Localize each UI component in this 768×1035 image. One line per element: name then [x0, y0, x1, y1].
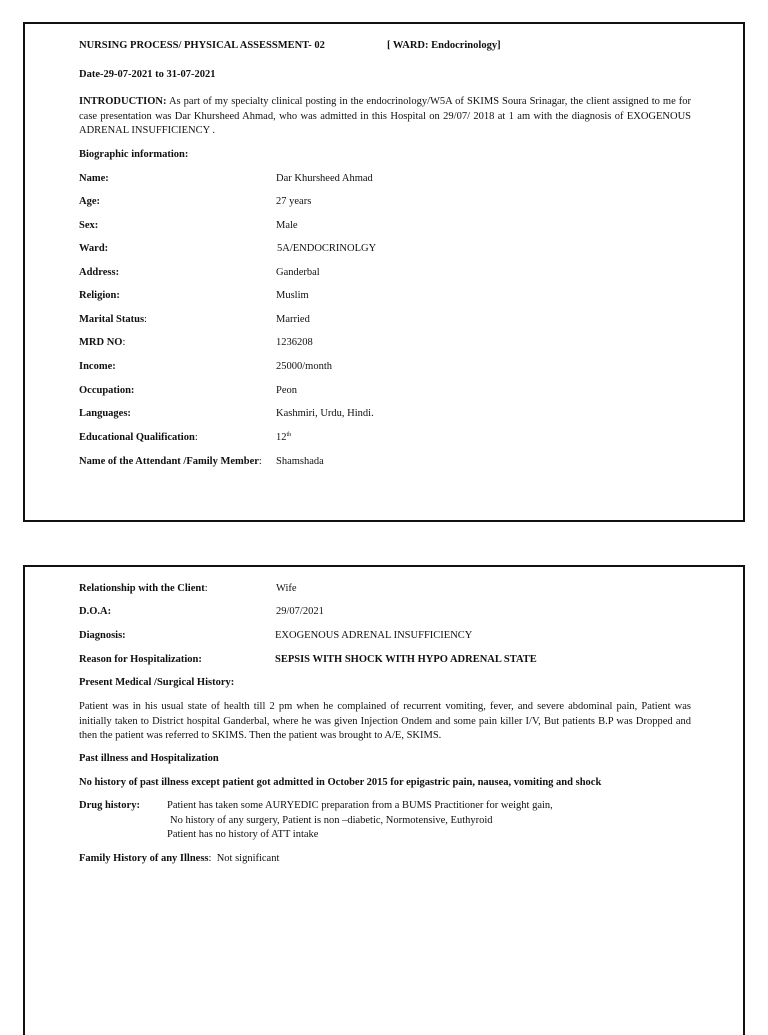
field-value-sex: Male: [276, 220, 298, 231]
field-value-marital-status: Married: [276, 314, 310, 325]
introduction-text: As part of my specialty clinical posting in the endocrinology/W5A of SKIMS Soura Srinagar, the client assigned to me for case presentation was Dar Khursheed Ahmad, who was admitted in this Hospital on 29/07/ 2018 at 1 am with the diagnosis of EXOGENOUS ADRENAL INSUFFICIENCY .: [79, 96, 692, 136]
drug-history-line: Patient has taken some AURYEDIC preparation from a BUMS Practitioner for weight gain,: [167, 800, 553, 811]
field-label-occupation: Occupation:: [79, 385, 135, 396]
field-label-languages: Languages:: [79, 408, 131, 419]
field-value-reason: SEPSIS WITH SHOCK WITH HYPO ADRENAL STATE: [275, 654, 537, 665]
field-value-name: Dar Khursheed Ahmad: [276, 173, 373, 184]
field-label-sex: Sex:: [79, 220, 99, 231]
family-history: Family History of any Illness: Not significant: [79, 853, 280, 864]
field-value-religion: Muslim: [276, 290, 309, 301]
field-value-relationship: Wife: [276, 583, 297, 594]
field-value-age: 27 years: [276, 196, 312, 207]
drug-history-line: No history of any surgery, Patient is non –diabetic, Normotensive, Euthyroid: [170, 815, 493, 826]
drug-history-line: Patient has no history of ATT intake: [167, 829, 319, 840]
document-page-1: [23, 22, 745, 522]
field-label-income: Income:: [79, 361, 116, 372]
drug-history-label: Drug history:: [79, 800, 140, 811]
field-label-age: Age:: [79, 196, 100, 207]
field-value-mrd-no: 1236208: [276, 337, 313, 348]
document-title: NURSING PROCESS/ PHYSICAL ASSESSMENT- 02: [79, 40, 325, 51]
ward-tag: [ WARD: Endocrinology]: [387, 40, 501, 51]
family-history-label: Family History of any Illness: [79, 853, 209, 864]
field-value-languages: Kashmiri, Urdu, Hindi.: [276, 408, 374, 419]
document-page-2: [23, 565, 745, 1035]
field-value-attendant: Shamshada: [276, 456, 324, 467]
field-label-mrd-no: MRD NO:: [79, 337, 126, 348]
past-illness-text: No history of past illness except patient got admitted in October 2015 for epigastric pain, nausea, vomiting and shock: [79, 777, 602, 788]
field-value-income: 25000/month: [276, 361, 333, 372]
field-label-ward: Ward:: [79, 243, 109, 254]
field-value-doa: 29/07/2021: [276, 606, 324, 617]
present-history-text: Patient was in his usual state of health till 2 pm when he complained of recurrent vomiting, fever, and severe abdominal pain, Patient was initially taken to District hospital Ganderbal, where he was given Injection Ondem and some pain killer I/V, But patients B.P was Dropped and then the patient was referred to SKIMS. Then the patient was brought to A/E, SKIMS.: [79, 701, 691, 741]
introduction-label: INTRODUCTION:: [79, 96, 167, 107]
field-label-attendant: Name of the Attendant /Family Member:: [79, 456, 262, 467]
field-value-diagnosis: EXOGENOUS ADRENAL INSUFFICIENCY: [275, 630, 473, 641]
field-value-ward: 5A/ENDOCRINOLGY: [277, 243, 377, 254]
present-history-heading: Present Medical /Surgical History:: [79, 677, 235, 688]
field-label-educational-qualification: Educational Qualification:: [79, 432, 198, 443]
past-illness-heading: Past illness and Hospitalization: [79, 753, 219, 764]
field-label-diagnosis: Diagnosis:: [79, 630, 126, 641]
field-label-doa: D.O.A:: [79, 606, 112, 617]
field-label-reason: Reason for Hospitalization:: [79, 654, 202, 665]
family-history-value: Not significant: [216, 853, 280, 864]
biographic-heading: Biographic information:: [79, 149, 189, 160]
field-value-occupation: Peon: [276, 385, 297, 396]
field-value-educational-qualification: 12th: [276, 432, 292, 443]
field-label-religion: Religion:: [79, 290, 120, 301]
field-label-name: Name:: [79, 173, 109, 184]
field-label-marital-status: Marital Status:: [79, 314, 147, 325]
field-value-address: Ganderbal: [276, 267, 320, 278]
date-range: Date-29-07-2021 to 31-07-2021: [79, 69, 216, 80]
introduction-paragraph: [79, 95, 691, 139]
field-label-address: Address:: [79, 267, 120, 278]
field-label-relationship: Relationship with the Client:: [79, 583, 208, 594]
